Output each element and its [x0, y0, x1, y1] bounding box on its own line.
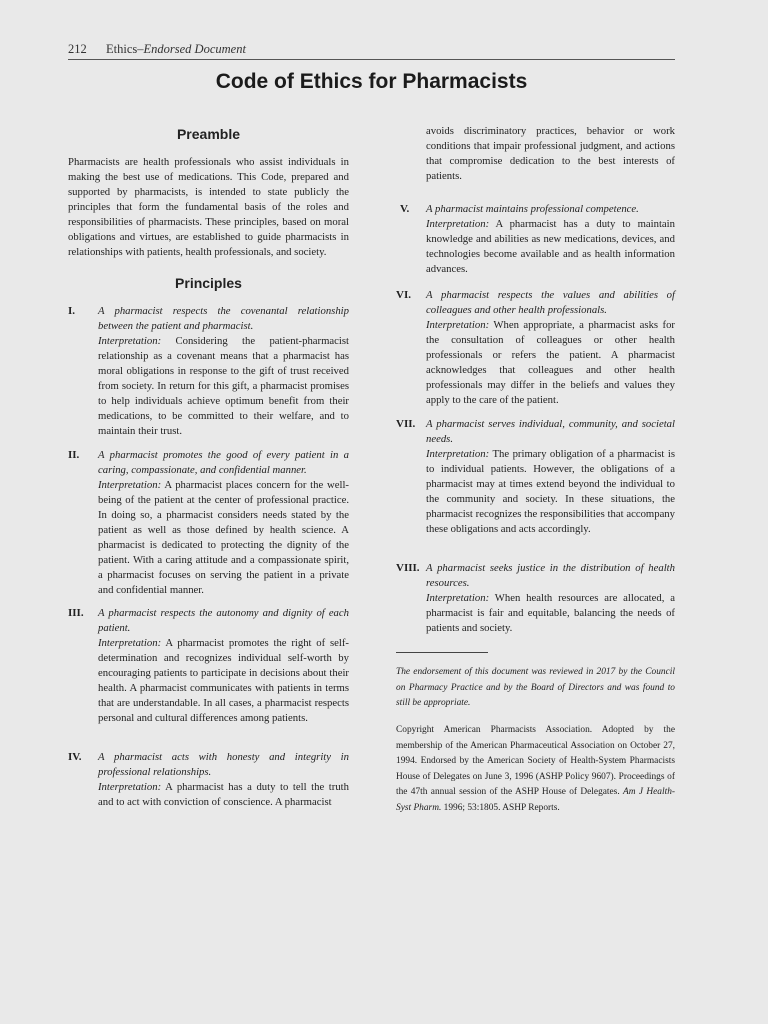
principle-4-continuation: avoids discriminatory practices, behavior or work conditions that impair professional judgment, and actions that compromise dedication to the best interests of patients.: [426, 125, 675, 182]
principle-number: I.: [68, 305, 76, 317]
principle-statement: A pharmacist acts with honesty and integrity in professional relationships.: [98, 751, 349, 778]
interpretation-label: Interpretation:: [98, 335, 162, 347]
interpretation-label: Interpretation:: [98, 479, 162, 491]
principle-number: III.: [68, 607, 84, 619]
principle-interpretation: A pharmacist places concern for the well-being of the patient at the center of professional practice. In doing so, a pharmacist considers needs stated by the patient as well as those defined by health science. A pharmacist is dedicated to protecting the dignity of the patient. With a caring attitude and a compassionate spirit, a pharmacist focuses on serving the patient in a private and confidential manner.: [98, 479, 349, 596]
principle-6: [396, 288, 675, 408]
interpretation-label: Interpretation:: [426, 218, 490, 230]
principle-1: [68, 304, 349, 439]
principles-heading: Principles: [175, 275, 242, 291]
principle-interpretation: A pharmacist has a duty to maintain knowledge and abilities as new medications, devices, and technologies become available and as health information advances.: [426, 218, 675, 275]
principle-statement: A pharmacist respects the covenantal relationship between the patient and pharmacist.: [98, 305, 349, 332]
principle-interpretation: A pharmacist promotes the right of self-determination and recognizes individual self-worth by encouraging patients to participate in decisions about their health. A pharmacist communicates with patients in terms that are understandable. In all cases, a pharmacist respects personal and cultural differences among patients.: [98, 637, 349, 724]
principle-number: VIII.: [396, 562, 420, 574]
principle-8: [396, 561, 675, 636]
running-header: [68, 42, 674, 57]
principle-statement: A pharmacist respects the autonomy and dignity of each patient.: [98, 607, 349, 634]
endorsement-note: The endorsement of this document was reviewed in 2017 by the Council on Pharmacy Practice and by the Board of Directors and was found to still be appropriate.: [396, 667, 675, 708]
principle-2: [68, 448, 349, 598]
principle-statement: A pharmacist seeks justice in the distribution of health resources.: [426, 562, 675, 589]
copyright-text: Copyright American Pharmacists Association. Adopted by the membership of the American Pharmaceutical Association on October 27, 1994. Endorsed by the American Society of Health-System Pharmacists House of Delegates on June 3, 1996 (ASHP Policy 9607). Proceedings of the 47th annual session of the ASHP House of Delegates.: [396, 725, 675, 797]
principle-interpretation: The primary obligation of a pharmacist is to individual patients. However, the obligations of a pharmacist may at times extend beyond the individual to the community and society. In these situations, the pharmacist recognizes the responsibilities that accompany these obligations and acts accordingly.: [426, 448, 675, 535]
principle-number: IV.: [68, 751, 82, 763]
principle-number: VI.: [396, 289, 411, 301]
principle-interpretation: When health resources are allocated, a pharmacist is fair and equitable, balancing the needs of patients and society.: [426, 592, 675, 634]
copyright-note: [396, 723, 675, 816]
principle-7: [396, 417, 675, 537]
interpretation-label: Interpretation:: [426, 592, 490, 604]
principle-number: II.: [68, 449, 80, 461]
principle-interpretation: A pharmacist has a duty to tell the truth and to act with conviction of conscience. A pharmacist: [98, 781, 349, 808]
interpretation-label: Interpretation:: [426, 448, 490, 460]
principle-interpretation: When appropriate, a pharmacist asks for the consultation of colleagues or other health professionals or refers the patient. A pharmacist acknowledges that colleagues and other health professionals may differ in the beliefs and values they apply to the care of the patient.: [426, 319, 675, 406]
interpretation-label: Interpretation:: [98, 781, 162, 793]
citation-details: 1996; 53:1805. ASHP Reports.: [443, 802, 560, 813]
page-number: 212: [68, 42, 87, 56]
principle-statement: A pharmacist maintains professional competence.: [426, 203, 639, 215]
principle-3: [68, 606, 349, 726]
principle-statement: A pharmacist promotes the good of every patient in a caring, compassionate, and confidential manner.: [98, 449, 349, 476]
interpretation-label: Interpretation:: [426, 319, 490, 331]
principle-interpretation: Considering the patient-pharmacist relationship as a covenant means that a pharmacist has moral obligations in response to the gift of trust received from society. In return for this gift, a pharmacist promises to help individuals achieve optimum benefit from their medications, to be committed to their welfare, and to maintain their trust.: [98, 335, 349, 437]
header-rule: [68, 59, 675, 60]
running-title: Ethics–Endorsed Document: [106, 42, 246, 56]
principle-statement: A pharmacist respects the values and abilities of colleagues and other health professionals.: [426, 289, 675, 316]
document-title: Code of Ethics for Pharmacists: [215, 70, 528, 93]
footnote-rule: [396, 652, 488, 653]
principle-4: [68, 750, 349, 810]
principle-number: VII.: [396, 418, 416, 430]
preamble-heading: Preamble: [176, 126, 241, 142]
principle-number: V.: [400, 203, 410, 215]
principle-5: [396, 202, 675, 277]
principle-statement: A pharmacist serves individual, community, and societal needs.: [426, 418, 675, 445]
interpretation-label: Interpretation:: [98, 637, 162, 649]
citation-journal: Am J Health-Syst Pharm.: [396, 787, 676, 813]
preamble-text: Pharmacists are health professionals who assist individuals in making the best use of medications. This Code, prepared and supported by pharmacists, is intended to state publicly the principles that form the fundamental basis of the roles and responsibilities of pharmacists. These principles, based on moral obligations and virtues, are established to guide pharmacists in relationships with patients, health professionals, and society.: [68, 156, 349, 258]
